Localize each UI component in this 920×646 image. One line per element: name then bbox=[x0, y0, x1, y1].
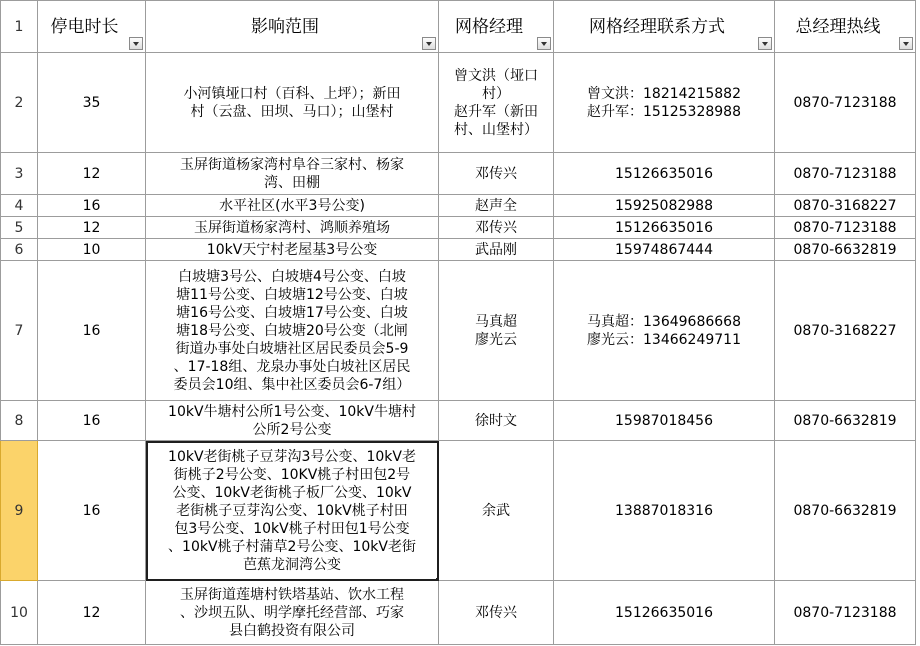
table-row bbox=[1, 261, 916, 401]
header-duration bbox=[38, 1, 146, 53]
cell-contact-text: 13887018316 bbox=[615, 502, 713, 519]
cell-scope[interactable] bbox=[146, 195, 439, 217]
cell-duration-text: 16 bbox=[82, 502, 101, 519]
cell-scope[interactable] bbox=[146, 261, 439, 401]
cell-scope[interactable] bbox=[146, 401, 439, 441]
cell-manager[interactable] bbox=[439, 53, 554, 153]
cell-contact-text: 15126635016 bbox=[615, 604, 713, 621]
cell-hotline-text: 0870-6632819 bbox=[793, 412, 897, 429]
cell-scope-text: 白坡塘3号公、白坡塘4号公变、白坡 塘11号公变、白坡塘12号公变、白坡 塘16号公变、白坡塘17号公变、白坡 塘18号公变、白坡塘20号公变（北闸 街道办事处白坡塘社区居民委员会5-9 、17-18组、龙泉办事处白坡社区居民 委员会10组、集中社区委员会6-7组） bbox=[173, 268, 411, 393]
cell-scope-text: 水平社区(水平3号公变) bbox=[219, 197, 365, 214]
table-row bbox=[1, 153, 916, 195]
header-row bbox=[1, 1, 916, 53]
cell-duration[interactable] bbox=[38, 261, 146, 401]
table-row bbox=[1, 441, 916, 581]
cell-duration-text: 12 bbox=[82, 165, 101, 182]
cell-duration[interactable] bbox=[38, 217, 146, 239]
cell-manager[interactable] bbox=[439, 441, 554, 581]
filter-dropdown-icon[interactable] bbox=[758, 37, 772, 50]
cell-manager-text: 马真超 廖光云 bbox=[475, 313, 517, 348]
cell-duration[interactable] bbox=[38, 441, 146, 581]
cell-contact[interactable] bbox=[554, 53, 775, 153]
cell-scope[interactable] bbox=[146, 239, 439, 261]
cell-hotline[interactable] bbox=[775, 581, 916, 645]
cell-manager[interactable] bbox=[439, 195, 554, 217]
cell-manager-text: 武品刚 bbox=[475, 241, 517, 258]
table-row bbox=[1, 195, 916, 217]
cell-contact[interactable] bbox=[554, 401, 775, 441]
cell-manager-text: 赵声全 bbox=[475, 197, 517, 214]
cell-hotline[interactable] bbox=[775, 261, 916, 401]
row-header[interactable]: 8 bbox=[1, 401, 38, 441]
cell-scope-text: 玉屏街道杨家湾村阜谷三家村、杨家 湾、田棚 bbox=[180, 156, 404, 191]
cell-scope[interactable] bbox=[146, 217, 439, 239]
cell-duration[interactable] bbox=[38, 153, 146, 195]
row-header[interactable]: 3 bbox=[1, 153, 38, 195]
cell-manager-text: 余武 bbox=[482, 502, 510, 519]
header-label: 网格经理 bbox=[455, 16, 523, 37]
cell-duration-text: 16 bbox=[82, 322, 101, 339]
row-header[interactable]: 2 bbox=[1, 53, 38, 153]
table-row bbox=[1, 401, 916, 441]
cell-contact-text: 15987018456 bbox=[615, 412, 713, 429]
cell-scope[interactable] bbox=[146, 581, 439, 645]
cell-manager[interactable] bbox=[439, 153, 554, 195]
cell-hotline-text: 0870-7123188 bbox=[793, 604, 897, 621]
row-header[interactable]: 4 bbox=[1, 195, 38, 217]
cell-contact-text: 15925082988 bbox=[615, 197, 713, 214]
cell-scope-text: 10kV老街桃子豆芽沟3号公变、10kV老 街桃子2号公变、10KV桃子村田包2号 公变、10kV老街桃子板厂公变、10kV 老街桃子豆芽沟公变、10kV桃子村田 包3号公变、10kV桃子村田包1号公变 、10kV桃子村蒲草2号公变、10kV老街 芭蕉龙洞湾公变 bbox=[168, 448, 416, 573]
cell-hotline[interactable] bbox=[775, 239, 916, 261]
cell-duration-text: 12 bbox=[82, 219, 101, 236]
cell-contact-text: 15974867444 bbox=[615, 241, 713, 258]
cell-contact-text: 曾文洪：18214215882 赵升军：15125328988 bbox=[587, 85, 741, 120]
cell-manager-text: 邓传兴 bbox=[475, 604, 517, 621]
cell-manager-text: 曾文洪（垭口 村） 赵升军（新田 村、山堡村） bbox=[454, 67, 538, 138]
cell-duration-text: 35 bbox=[82, 94, 101, 111]
cell-contact[interactable] bbox=[554, 195, 775, 217]
cell-duration-text: 16 bbox=[82, 412, 101, 429]
cell-hotline-text: 0870-7123188 bbox=[793, 219, 897, 236]
cell-manager-text: 邓传兴 bbox=[475, 219, 517, 236]
cell-contact[interactable] bbox=[554, 217, 775, 239]
cell-contact-text: 15126635016 bbox=[615, 165, 713, 182]
cell-scope-text: 玉屏街道莲塘村铁塔基站、饮水工程 、沙坝五队、明学摩托经营部、巧家 县白鹤投资有限公司 bbox=[180, 586, 404, 639]
row-header[interactable]: 9 bbox=[1, 441, 38, 581]
cell-contact[interactable] bbox=[554, 239, 775, 261]
cell-hotline-text: 0870-7123188 bbox=[793, 165, 897, 182]
table-row bbox=[1, 239, 916, 261]
header-label: 停电时长 bbox=[50, 16, 119, 37]
cell-manager[interactable] bbox=[439, 401, 554, 441]
cell-hotline-text: 0870-3168227 bbox=[793, 322, 897, 339]
cell-scope[interactable] bbox=[146, 53, 439, 153]
cell-duration[interactable] bbox=[38, 195, 146, 217]
cell-scope[interactable] bbox=[146, 441, 439, 581]
cell-duration-text: 16 bbox=[82, 197, 101, 214]
cell-manager[interactable] bbox=[439, 239, 554, 261]
row-header[interactable]: 6 bbox=[1, 239, 38, 261]
header-label: 网格经理联系方式 bbox=[589, 16, 725, 37]
table-row bbox=[1, 53, 916, 153]
cell-scope[interactable] bbox=[146, 153, 439, 195]
header-scope bbox=[146, 1, 439, 53]
header-contact bbox=[554, 1, 775, 53]
row-header[interactable]: 5 bbox=[1, 217, 38, 239]
header-manager bbox=[439, 1, 554, 53]
cell-hotline[interactable] bbox=[775, 53, 916, 153]
row-header-1[interactable]: 1 bbox=[1, 1, 38, 53]
filter-dropdown-icon[interactable] bbox=[537, 37, 551, 50]
row-header[interactable]: 10 bbox=[1, 581, 38, 645]
cell-duration[interactable] bbox=[38, 239, 146, 261]
cell-hotline[interactable] bbox=[775, 441, 916, 581]
header-label: 总经理热线 bbox=[795, 16, 881, 37]
cell-duration[interactable] bbox=[38, 401, 146, 441]
cell-manager[interactable] bbox=[439, 581, 554, 645]
cell-duration[interactable] bbox=[38, 581, 146, 645]
cell-manager-text: 邓传兴 bbox=[475, 165, 517, 182]
cell-contact[interactable] bbox=[554, 581, 775, 645]
cell-manager-text: 徐时文 bbox=[475, 412, 517, 429]
cell-hotline-text: 0870-6632819 bbox=[793, 502, 897, 519]
cell-contact[interactable] bbox=[554, 261, 775, 401]
cell-duration-text: 10 bbox=[82, 241, 101, 258]
cell-manager[interactable] bbox=[439, 261, 554, 401]
filter-dropdown-icon[interactable] bbox=[129, 37, 143, 50]
header-hotline bbox=[775, 1, 916, 53]
cell-scope-text: 小河镇垭口村（百科、上坪）；新田 村（云盘、田坝、马口）；山堡村 bbox=[183, 85, 401, 120]
table-row bbox=[1, 581, 916, 645]
cell-hotline[interactable] bbox=[775, 195, 916, 217]
cell-hotline[interactable] bbox=[775, 401, 916, 441]
cell-hotline[interactable] bbox=[775, 153, 916, 195]
row-header[interactable]: 7 bbox=[1, 261, 38, 401]
cell-contact[interactable] bbox=[554, 153, 775, 195]
cell-duration[interactable] bbox=[38, 53, 146, 153]
cell-hotline-text: 0870-7123188 bbox=[793, 94, 897, 111]
cell-scope-text: 10kV牛塘村公所1号公变、10kV牛塘村 公所2号公变 bbox=[168, 403, 416, 438]
cell-scope-text: 玉屏街道杨家湾村、鸿顺养殖场 bbox=[194, 219, 390, 236]
filter-dropdown-icon[interactable] bbox=[422, 37, 436, 50]
cell-duration-text: 12 bbox=[82, 604, 101, 621]
cell-contact-text: 马真超：13649686668 廖光云：13466249711 bbox=[587, 313, 741, 348]
cell-scope-text: 10kV天宁村老屋基3号公变 bbox=[206, 241, 378, 258]
filter-dropdown-icon[interactable] bbox=[899, 37, 913, 50]
cell-contact-text: 15126635016 bbox=[615, 219, 713, 236]
fill-handle[interactable] bbox=[436, 578, 439, 581]
cell-hotline-text: 0870-3168227 bbox=[793, 197, 897, 214]
cell-hotline-text: 0870-6632819 bbox=[793, 241, 897, 258]
header-label: 影响范围 bbox=[251, 16, 319, 37]
table-row bbox=[1, 217, 916, 239]
cell-manager[interactable] bbox=[439, 217, 554, 239]
cell-contact[interactable] bbox=[554, 441, 775, 581]
cell-hotline[interactable] bbox=[775, 217, 916, 239]
